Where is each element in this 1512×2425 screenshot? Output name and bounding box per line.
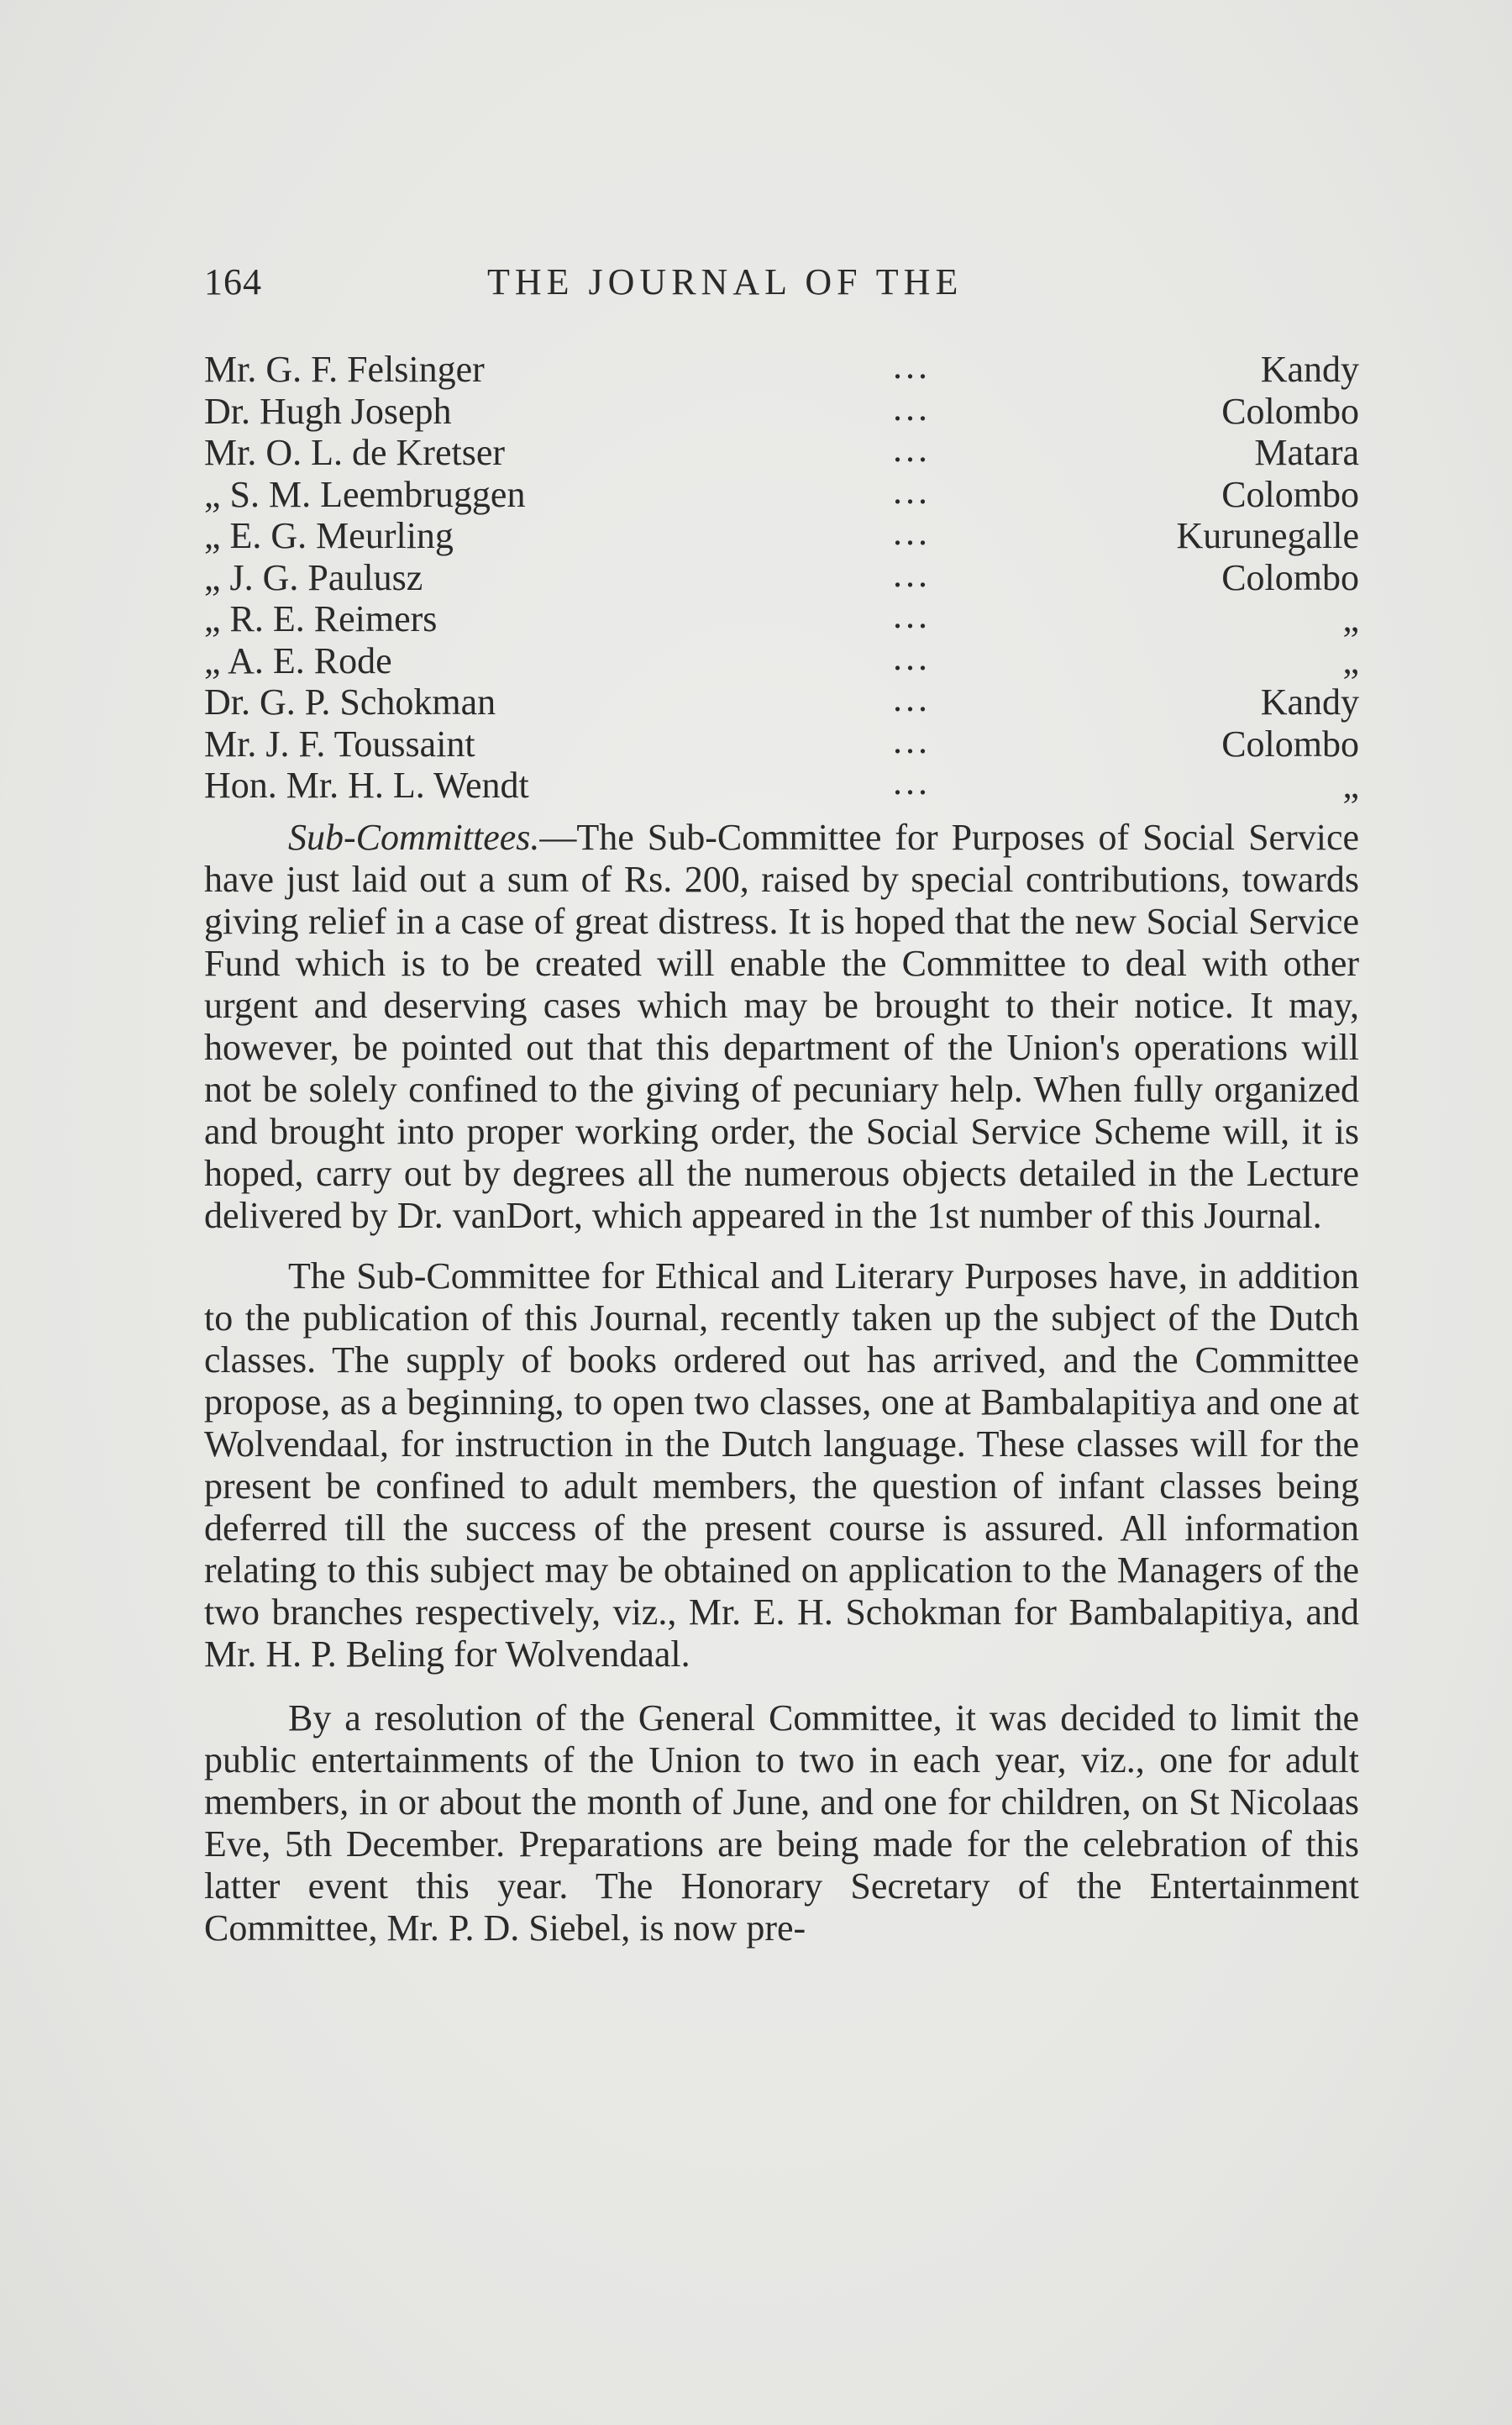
member-place: Colombo — [1221, 473, 1359, 515]
leader-dots: ... — [893, 553, 931, 595]
paragraph-lead-heading: Sub-Committees. — [288, 817, 540, 858]
member-place: „ — [1342, 598, 1359, 639]
member-row — [204, 345, 1359, 391]
member-row — [204, 512, 1359, 557]
member-place: Colombo — [1221, 390, 1359, 432]
member-row — [204, 387, 1359, 433]
leader-dots: ... — [893, 512, 931, 553]
leader-dots: ... — [893, 595, 931, 636]
member-place: Colombo — [1221, 556, 1359, 598]
member-place: Kandy — [1260, 349, 1359, 390]
member-name: „ A. E. Rode — [204, 639, 392, 681]
member-place: Kandy — [1260, 681, 1359, 723]
leader-dots: ... — [893, 719, 931, 761]
member-place: „ — [1342, 639, 1359, 681]
member-row — [204, 429, 1359, 474]
member-place: „ — [1342, 765, 1359, 806]
paragraph-text: The Sub-Committee for Ethical and Literary Purposes have, in addition to the publication of this Journal, recently taken up the subject of the Dutch classes. The supply of books ordered out has arrived, and the Committee propose, as a beginning, to open two classes, one at Bambalapitiya and one at Wolvendaal, for instruction in the Dutch language. These classes will for the present be confined to adult members, the question of infant classes being deferred till the success of the present course is assured. All information relating to this subject may be obtained on application to the Managers of the two branches respectively, viz., Mr. E. H. Schokman for Bambalapitiya, and Mr. H. P. Beling for Wolvendaal. — [204, 1255, 1359, 1675]
member-name: Mr. O. L. de Kretser — [204, 432, 506, 473]
page-header — [204, 260, 1359, 311]
leader-dots: ... — [893, 387, 931, 429]
paragraph-entertainments — [204, 1697, 1359, 1949]
member-name: Dr. G. P. Schokman — [204, 681, 496, 723]
member-row — [204, 719, 1359, 765]
leader-dots: ... — [893, 345, 931, 387]
running-title: THE JOURNAL OF THE — [487, 261, 963, 302]
member-row — [204, 761, 1359, 807]
member-name: „ J. G. Paulusz — [204, 556, 423, 598]
leader-dots: ... — [893, 429, 931, 470]
member-row — [204, 636, 1359, 682]
member-name: Dr. Hugh Joseph — [204, 390, 452, 432]
paragraph-sub-committees — [204, 817, 1359, 1237]
member-name: „ S. M. Leembruggen — [204, 473, 526, 515]
leader-dots: ... — [893, 761, 931, 802]
paragraph-text: —The Sub-Committee for Purposes of Social Service have just laid out a sum of Rs. 200, raised by special contributions, towards giving relief in a case of great distress. It is hoped that the new Social Service Fund which is to be created will enable the Committee to deal with other urgent and deserving cases which may be brought to their notice. It may, however, be pointed out that this department of the Union's operations will not be solely confined to the giving of pecuniary help. When fully organized and brought into proper working order, the Social Service Scheme will, it is hoped, carry out by degrees all the numerous objects detailed in the Lecture delivered by Dr. vanDort, which appeared in the 1st number of this Journal. — [204, 817, 1359, 1236]
member-place: Kurunegalle — [1176, 515, 1359, 556]
member-name: Hon. Mr. H. L. Wendt — [204, 765, 529, 806]
member-row — [204, 595, 1359, 640]
member-row — [204, 553, 1359, 599]
member-name: Mr. J. F. Toussaint — [204, 723, 475, 765]
article-body — [204, 817, 1359, 1968]
paragraph-text: By a resolution of the General Committee, it was decided to limit the public entertainments of the Union to two in each year, viz., one for adult members, in or about the month of June, and one for children, on St Nicolaas Eve, 5th December. Preparations are being made for the celebration of this latter event this year. The Honorary Secretary of the Entertainment Committee, Mr. P. D. Siebel, is now pre- — [204, 1697, 1359, 1949]
member-place: Colombo — [1221, 723, 1359, 765]
paragraph-ethical-literary — [204, 1255, 1359, 1675]
member-name: Mr. G. F. Felsinger — [204, 349, 485, 390]
committee-member-list — [204, 345, 1359, 807]
page-number: 164 — [204, 261, 262, 302]
member-name: „ E. G. Meurling — [204, 515, 454, 556]
leader-dots: ... — [893, 678, 931, 719]
leader-dots: ... — [893, 470, 931, 512]
member-row — [204, 470, 1359, 516]
member-place: Matara — [1254, 432, 1359, 473]
leader-dots: ... — [893, 636, 931, 678]
member-row — [204, 678, 1359, 723]
member-name: „ R. E. Reimers — [204, 598, 438, 639]
